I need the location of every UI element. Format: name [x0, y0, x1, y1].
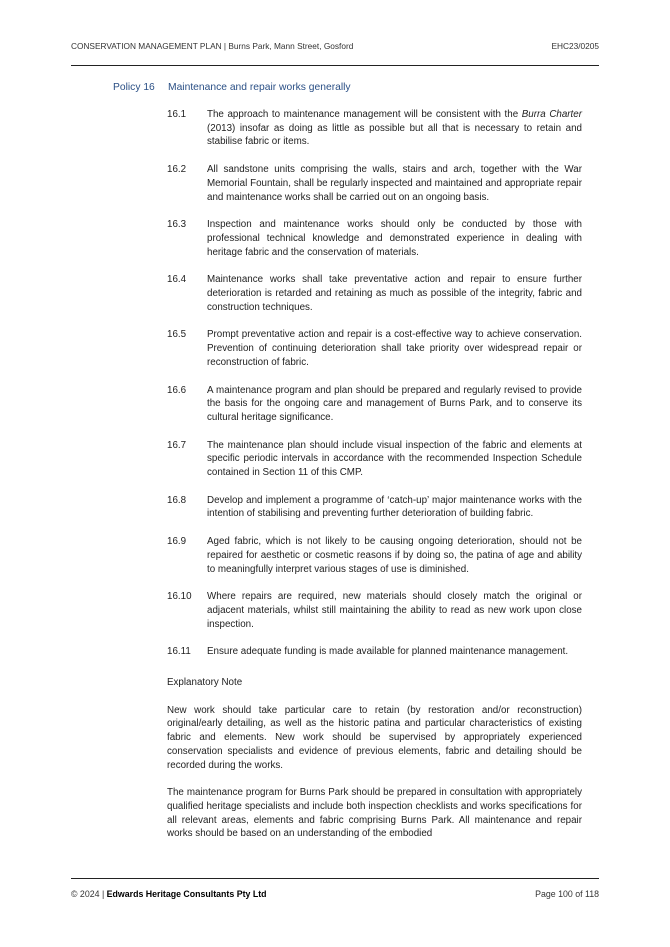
item-text: A maintenance program and plan should be prepared and regularly revised to provide the basis for the ongoing care and management of Burns Park, and to conserve its cultural heritage significance. — [207, 384, 582, 423]
item-text: Inspection and maintenance works should only be conducted by those with professional technical knowledge and demonstrated experience in dealing with heritage fabric and the conservation of materials. — [207, 219, 582, 258]
header-rule — [71, 65, 599, 66]
item-number: 16.2 — [167, 164, 187, 176]
item-text: Where repairs are required, new materials should closely match the original or adjacent materials, whilst still maintaining the ability to read as new work upon close inspection. — [207, 591, 582, 630]
footer-company: Edwards Heritage Consultants Pty Ltd — [106, 889, 267, 899]
policy-item — [167, 328, 582, 369]
header-title: CONSERVATION MANAGEMENT PLAN | Burns Park, Mann Street, Gosford — [71, 41, 354, 51]
policy-item — [167, 535, 582, 576]
item-text: Prompt preventative action and repair is a cost-effective way to achieve conservation. Prevention of continuing deterioration shall take priority over widespread repair or reconstruction of fabric. — [207, 329, 582, 368]
explanatory-paragraph: New work should take particular care to retain (by restoration and/or reconstruction) original/early detailing, as well as the historic patina and particular characteristics of existing fabric and elements. New work should be supervised by appropriately experienced conservation specialists and evidence of previous elements, fabric and detailing should be recorded during the works. — [167, 704, 582, 771]
page-header — [71, 41, 599, 51]
policy-item — [167, 645, 582, 659]
policy-item — [167, 590, 582, 631]
policy-items-list — [167, 108, 582, 673]
policy-item — [167, 273, 582, 314]
item-text: Aged fabric, which is not likely to be causing ongoing deterioration, should not be repaired for aesthetic or cosmetic reasons if by doing so, the patina of age and ability to meaningfully interpret various stages of use is diminished. — [207, 536, 582, 575]
policy-item — [167, 494, 582, 521]
item-number: 16.6 — [167, 384, 187, 396]
policy-item — [167, 384, 582, 425]
item-text: Maintenance works shall take preventative action and repair to ensure further deterioration is retarded and retaining as much as possible of the integrity, fabric and construction techniques. — [207, 274, 582, 313]
policy-heading — [113, 82, 351, 93]
explanatory-note-heading: Explanatory Note — [167, 677, 243, 688]
page-number: Page 100 of 118 — [535, 889, 599, 899]
item-number: 16.1 — [167, 109, 187, 120]
item-text: The maintenance plan should include visual inspection of the fabric and elements at specific periodic intervals in accordance with the recommended Inspection Schedule contained in Section 11 of this CMP. — [207, 439, 582, 479]
item-text: The approach to maintenance management will be consistent with the Burra Charter (2013) insofar as doing as little as possible but all that is necessary to retain and stabilise fabric or items. — [207, 109, 582, 148]
item-text: Ensure adequate funding is made available for planned maintenance management. — [207, 646, 569, 658]
policy-item — [167, 108, 582, 149]
item-number: 16.11 — [167, 646, 191, 658]
item-number: 16.8 — [167, 494, 187, 506]
policy-label: Policy 16 — [113, 82, 155, 93]
policy-item — [167, 163, 582, 204]
item-number: 16.10 — [167, 591, 192, 603]
header-reference: EHC23/0205 — [551, 41, 599, 51]
footer-copyright: © 2024 | — [71, 889, 107, 899]
page-footer — [71, 889, 599, 899]
burra-charter-title: Burra Charter — [521, 109, 582, 120]
item-number: 16.9 — [167, 536, 187, 548]
item-number: 16.3 — [167, 219, 187, 231]
item-text: Develop and implement a programme of ‘catch-up’ major maintenance works with the intention of stabilising and preventing further deterioration of building fabric. — [207, 494, 582, 520]
policy-title: Maintenance and repair works generally — [168, 82, 351, 93]
footer-rule — [71, 878, 599, 879]
item-text: All sandstone units comprising the walls, stairs and arch, together with the War Memorial Fountain, shall be regularly inspected and maintained and appropriate repair and maintenance works shall be carried out on an ongoing basis. — [207, 164, 582, 203]
policy-item — [167, 218, 582, 259]
policy-item — [167, 439, 582, 480]
item-number: 16.7 — [167, 439, 187, 451]
explanatory-note — [167, 676, 582, 855]
item-number: 16.4 — [167, 274, 187, 286]
item-number: 16.5 — [167, 329, 187, 341]
explanatory-paragraph: The maintenance program for Burns Park should be prepared in consultation with appropriately qualified heritage specialists and include both inspection checklists and works specifications for all relevant areas, elements and fabric comprising Burns Park. All maintenance and repair works should be based on an understanding of the embodied — [167, 787, 582, 840]
